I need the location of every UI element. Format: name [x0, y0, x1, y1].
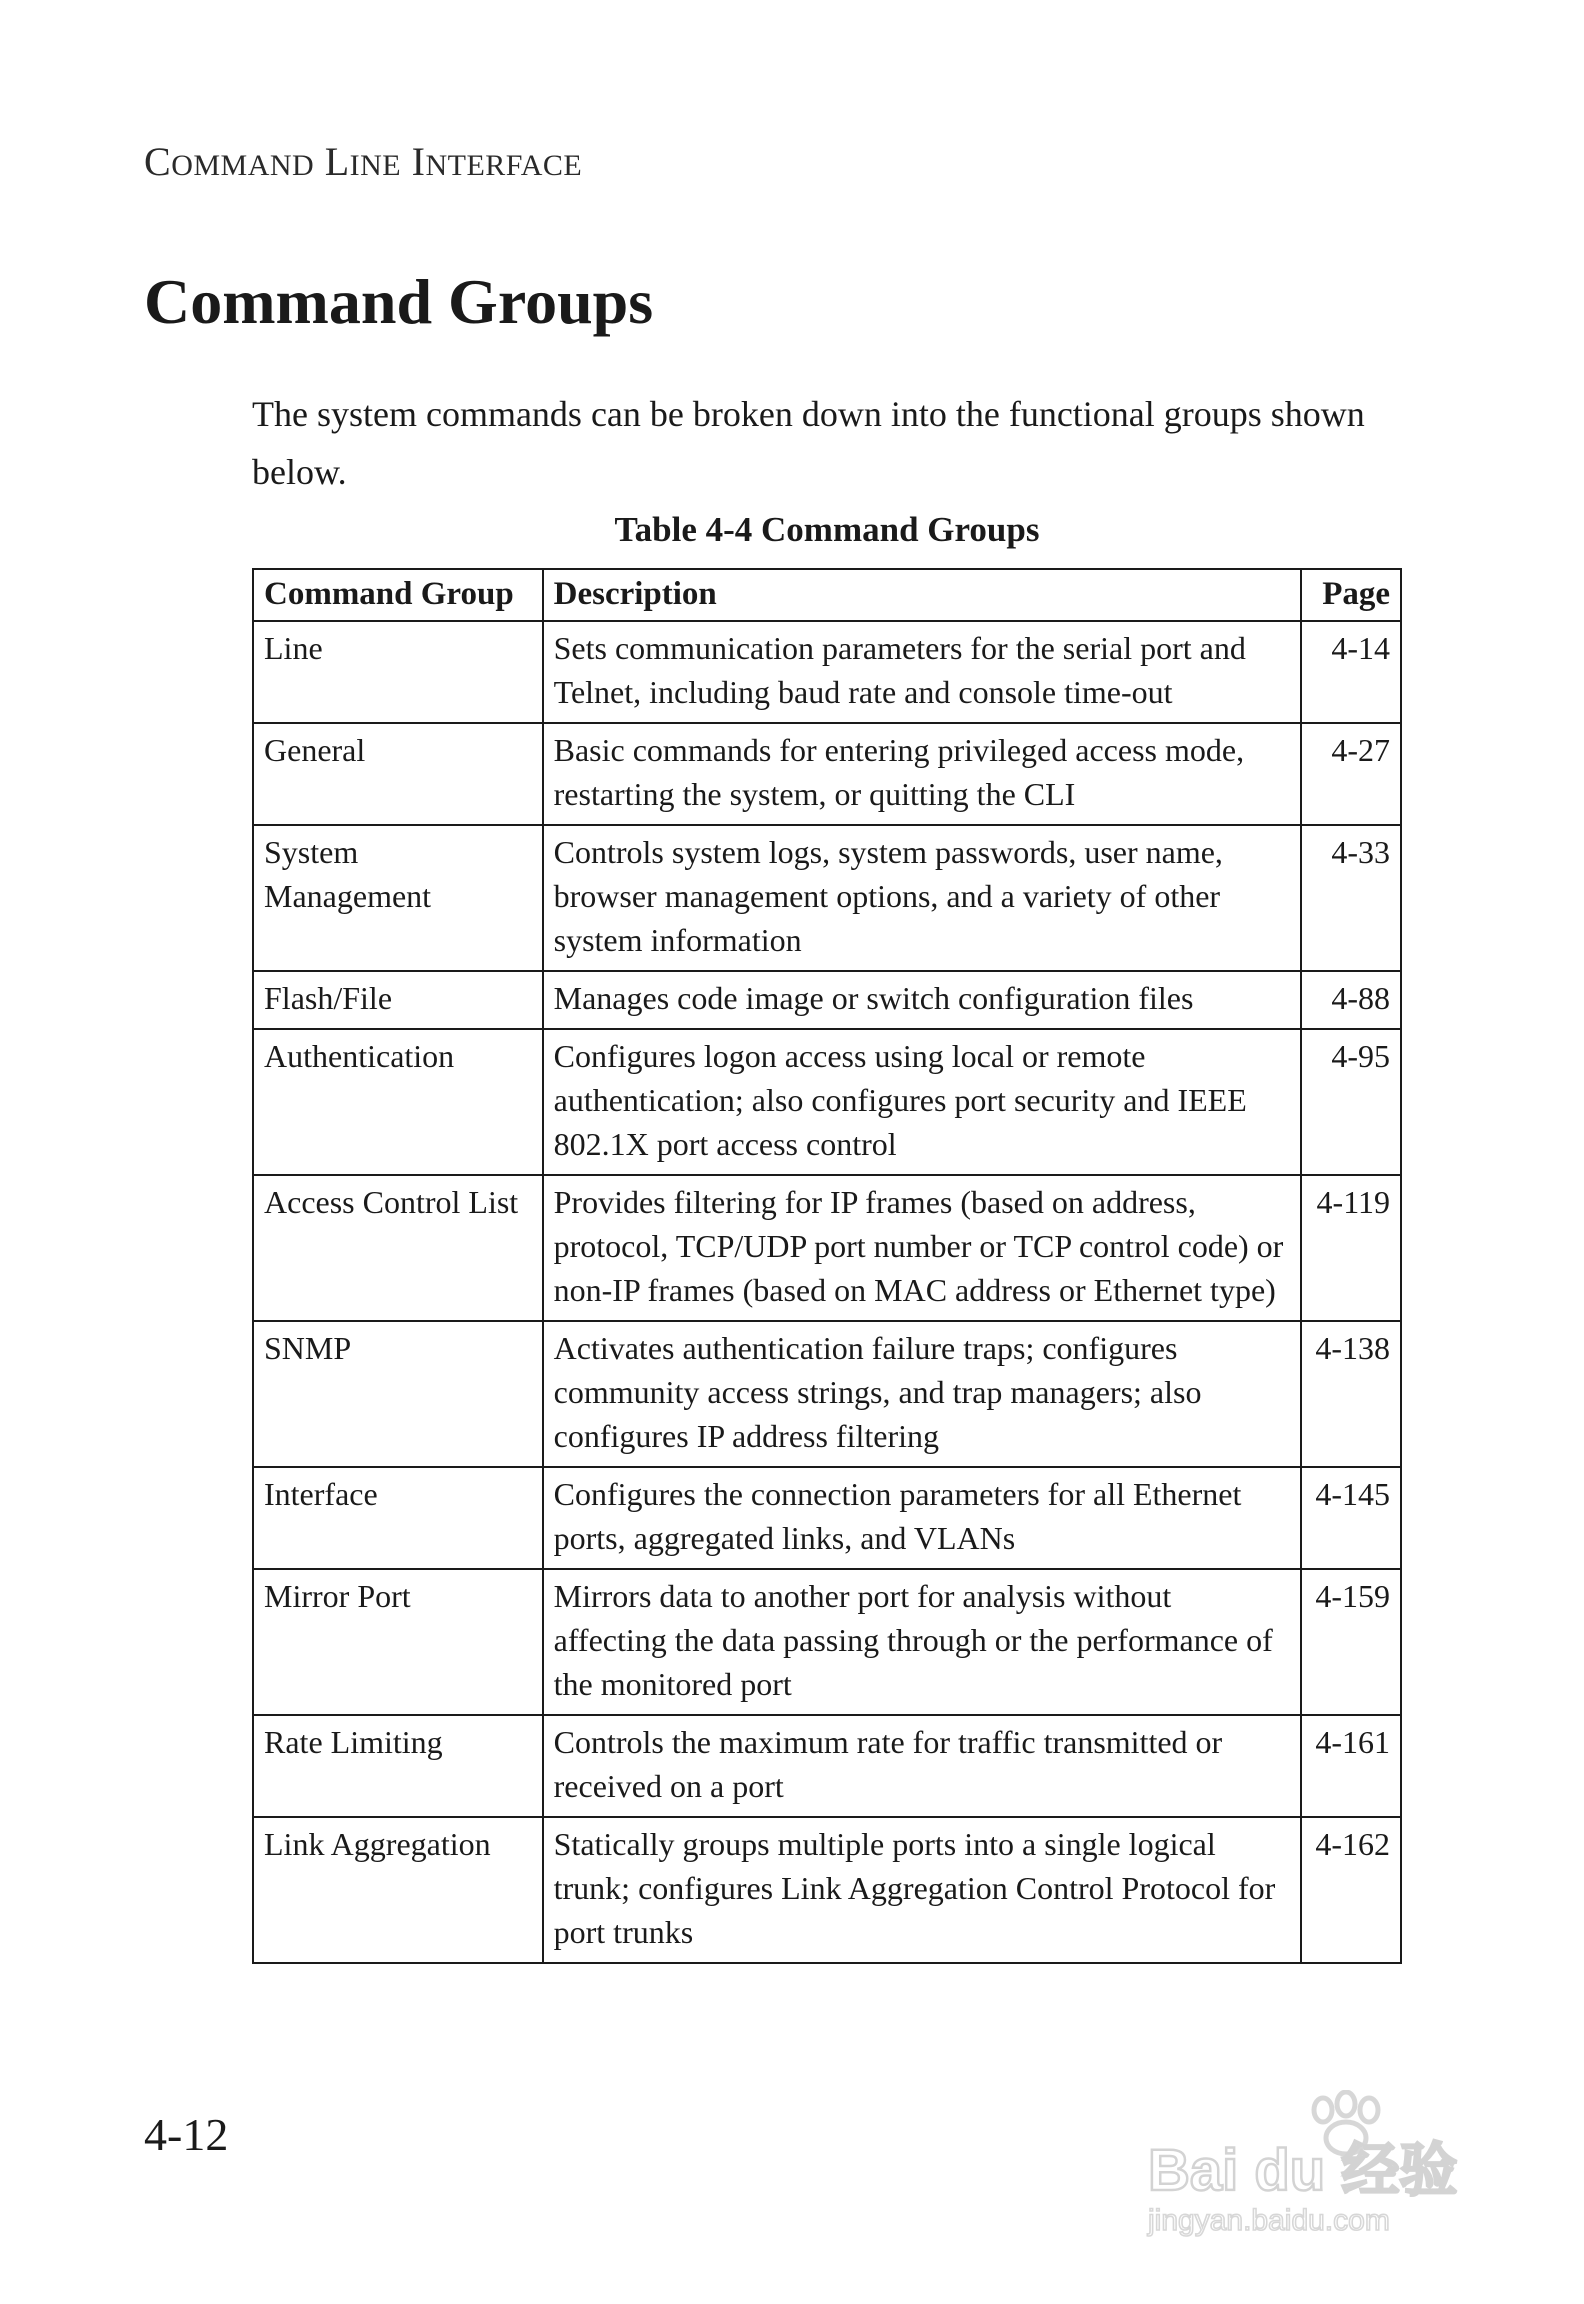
command-group-cell: Rate Limiting	[253, 1715, 543, 1817]
description-cell: Basic commands for entering privileged access mode, restarting the system, or quitting the CLI	[543, 723, 1301, 825]
command-group-cell: General	[253, 723, 543, 825]
header-command-group: Command Group	[253, 569, 543, 621]
table-row	[253, 1321, 1401, 1467]
intro-paragraph: The system commands can be broken down into the functional groups shown below.	[252, 394, 1365, 492]
description-cell: Controls the maximum rate for traffic transmitted or received on a port	[543, 1715, 1301, 1817]
description-cell: Mirrors data to another port for analysis without affecting the data passing through or the performance of the monitored port	[543, 1569, 1301, 1715]
header-description: Description	[543, 569, 1301, 621]
page-cell: 4-88	[1301, 971, 1401, 1029]
page-cell: 4-95	[1301, 1029, 1401, 1175]
watermark-brand: Bai du 经验	[1148, 2138, 1458, 2203]
page-cell: 4-14	[1301, 621, 1401, 723]
page-cell: 4-159	[1301, 1569, 1401, 1715]
page-cell: 4-119	[1301, 1175, 1401, 1321]
table-row	[253, 1029, 1401, 1175]
table-row	[253, 825, 1401, 971]
page-cell: 4-162	[1301, 1817, 1401, 1963]
table-row	[253, 723, 1401, 825]
table-row	[253, 1467, 1401, 1569]
table-row	[253, 1569, 1401, 1715]
page-cell: 4-161	[1301, 1715, 1401, 1817]
description-cell: Statically groups multiple ports into a single logical trunk; configures Link Aggregation Control Protocol for port trunks	[543, 1817, 1301, 1963]
command-group-cell: System Management	[253, 825, 543, 971]
description-cell: Controls system logs, system passwords, user name, browser management options, and a variety of other system information	[543, 825, 1301, 971]
section-title: Command Groups	[144, 266, 654, 337]
description-cell: Provides filtering for IP frames (based on address, protocol, TCP/UDP port number or TCP control code) or non-IP frames (based on MAC address or Ethernet type)	[543, 1175, 1301, 1321]
table-row	[253, 621, 1401, 723]
description-cell: Configures logon access using local or remote authentication; also configures port security and IEEE 802.1X port access control	[543, 1029, 1301, 1175]
command-group-cell: Authentication	[253, 1029, 543, 1175]
table-row	[253, 971, 1401, 1029]
header-page: Page	[1301, 569, 1401, 621]
command-group-cell: SNMP	[253, 1321, 543, 1467]
table-header-row	[253, 569, 1401, 621]
table-row	[253, 1715, 1401, 1817]
page-cell: 4-33	[1301, 825, 1401, 971]
command-group-cell: Access Control List	[253, 1175, 543, 1321]
baidu-jingyan-watermark	[1118, 2090, 1498, 2240]
command-group-cell: Mirror Port	[253, 1569, 543, 1715]
page-cell: 4-138	[1301, 1321, 1401, 1467]
command-group-cell: Line	[253, 621, 543, 723]
description-cell: Sets communication parameters for the serial port and Telnet, including baud rate and console time-out	[543, 621, 1301, 723]
command-group-cell: Interface	[253, 1467, 543, 1569]
description-cell: Configures the connection parameters for all Ethernet ports, aggregated links, and VLANs	[543, 1467, 1301, 1569]
command-group-cell: Flash/File	[253, 971, 543, 1029]
command-groups-table	[252, 568, 1402, 1964]
page-cell: 4-27	[1301, 723, 1401, 825]
page-cell: 4-145	[1301, 1467, 1401, 1569]
table-row	[253, 1817, 1401, 1963]
watermark-url: jingyan.baidu.com	[1148, 2204, 1390, 2237]
table-row	[253, 1175, 1401, 1321]
page-number: 4-12	[144, 2109, 229, 2160]
running-header: COMMAND LINE INTERFACE	[144, 139, 583, 184]
description-cell: Manages code image or switch configuration files	[543, 971, 1301, 1029]
command-group-cell: Link Aggregation	[253, 1817, 543, 1963]
description-cell: Activates authentication failure traps; configures community access strings, and trap managers; also configures IP address filtering	[543, 1321, 1301, 1467]
table-caption: Table 4-4 Command Groups	[614, 510, 1040, 549]
